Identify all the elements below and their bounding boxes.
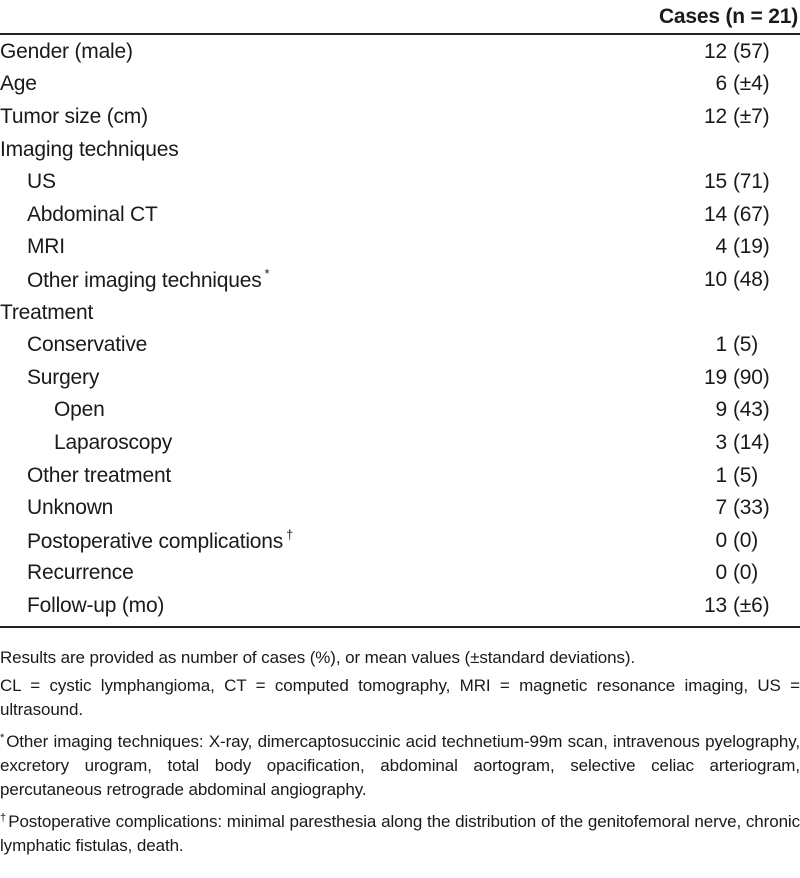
row-label-text: Imaging techniques: [0, 137, 179, 161]
row-value: [540, 133, 800, 166]
row-value-count: 14: [704, 202, 727, 226]
row-label-text: Other treatment: [27, 463, 172, 487]
row-label-text: Tumor size (cm): [0, 104, 148, 128]
row-value-count: 10: [704, 267, 727, 291]
header-row: [0, 0, 800, 34]
row-label: [0, 198, 540, 231]
table-row: [0, 459, 800, 492]
row-value: [540, 198, 800, 231]
row-value-count: 6: [715, 72, 727, 96]
row-label: [0, 459, 540, 492]
row-value: [540, 394, 800, 427]
row-value-count: 1: [715, 333, 727, 357]
row-value: [540, 491, 800, 524]
row-value-count: 3: [715, 430, 727, 454]
row-value-count: 4: [715, 235, 727, 259]
row-value-detail: (5): [733, 463, 759, 487]
footnote-star-text: Other imaging techniques: X-ray, dimercaptosuccinic acid technetium-99m scan, intravenous pyelography, excretory urogram, total body opacification, abdominal aortogram, selective celiac arteriogram, percutaneous retrograde abdominal angiography.: [0, 732, 800, 799]
row-value: [540, 296, 800, 329]
row-value-count: 0: [715, 528, 727, 552]
header-cases-cell: Cases (n = 21): [658, 4, 798, 28]
table-row: [0, 133, 800, 166]
row-value-count: 7: [715, 496, 727, 520]
row-label-text: Other imaging techniques: [27, 269, 262, 293]
results-note: Results are provided as number of cases (%), or mean values (±standard deviations).: [0, 648, 636, 667]
footnote-mark: *: [264, 266, 270, 282]
row-value: [540, 263, 800, 296]
row-value: [540, 68, 800, 101]
row-label-text: Follow-up (mo): [27, 593, 165, 617]
row-label: [0, 426, 540, 459]
footnote-dagger: [0, 806, 800, 858]
row-value-detail: (57): [733, 39, 770, 63]
header-label-cell: [0, 0, 540, 34]
row-value-detail: (90): [733, 365, 770, 389]
footnote-dagger-mark: †: [0, 812, 7, 824]
row-value: [540, 361, 800, 394]
footnote-mark: †: [286, 527, 294, 543]
row-label-text: US: [27, 170, 56, 194]
row-value-count: 13: [704, 593, 727, 617]
row-label-text: Age: [0, 72, 37, 96]
row-label: [0, 100, 540, 133]
row-label: [0, 231, 540, 264]
table-body: [0, 34, 800, 627]
row-label: [0, 296, 540, 329]
row-label: [0, 589, 540, 627]
footnote-star: [0, 726, 800, 802]
row-label-text: Conservative: [27, 333, 148, 357]
row-label: [0, 524, 540, 557]
table-row: [0, 68, 800, 101]
row-label-text: Surgery: [27, 365, 100, 389]
row-label: [0, 34, 540, 68]
table-row: [0, 557, 800, 590]
row-label-text: Abdominal CT: [27, 202, 158, 226]
table-row: [0, 296, 800, 329]
row-label: [0, 361, 540, 394]
row-value-detail: (±4): [733, 72, 770, 96]
row-label: [0, 68, 540, 101]
table-row: [0, 491, 800, 524]
row-value-detail: (33): [733, 496, 770, 520]
row-value-count: 0: [715, 561, 727, 585]
row-label: [0, 491, 540, 524]
row-label: [0, 263, 540, 296]
row-label: [0, 165, 540, 198]
table-row: [0, 589, 800, 627]
footnote-dagger-text: Postoperative complications: minimal paresthesia along the distribution of the genitofemoral nerve, chronic lymphatic fistulas, death.: [0, 812, 800, 855]
row-label: [0, 557, 540, 590]
table-row: [0, 394, 800, 427]
row-label: [0, 394, 540, 427]
row-value: [540, 100, 800, 133]
row-value-detail: (5): [733, 333, 759, 357]
row-value-detail: (0): [733, 528, 759, 552]
table-row: [0, 100, 800, 133]
row-value: [540, 34, 800, 68]
row-value-detail: (43): [733, 398, 770, 422]
row-value: [540, 328, 800, 361]
row-label-text: Treatment: [0, 300, 94, 324]
row-value-count: 9: [715, 398, 727, 422]
row-value-detail: (±6): [733, 593, 770, 617]
row-label: [0, 133, 540, 166]
footnote-star-mark: *: [0, 732, 5, 744]
row-label: [0, 328, 540, 361]
table-row: [0, 524, 800, 557]
table-row: [0, 426, 800, 459]
row-value-detail: (±7): [733, 104, 770, 128]
table-row: [0, 263, 800, 296]
row-value-count: 19: [704, 365, 727, 389]
row-value-count: 15: [704, 170, 727, 194]
table-row: [0, 361, 800, 394]
row-label-text: Gender (male): [0, 39, 133, 63]
row-label-text: Recurrence: [27, 561, 134, 585]
row-value-detail: (19): [733, 235, 770, 259]
row-label-text: MRI: [27, 235, 65, 259]
table-row: [0, 34, 800, 68]
row-value-count: 12: [704, 39, 727, 63]
row-label-text: Unknown: [27, 496, 114, 520]
row-value: [540, 165, 800, 198]
row-value: [540, 524, 800, 557]
table-row: [0, 328, 800, 361]
row-value-detail: (0): [733, 561, 759, 585]
table-notes: [0, 646, 800, 862]
row-value-detail: (14): [733, 430, 770, 454]
row-value-detail: (71): [733, 170, 770, 194]
row-label-text: Postoperative complications: [27, 530, 284, 554]
row-value: [540, 426, 800, 459]
table-row: [0, 198, 800, 231]
table-header: [0, 0, 800, 34]
row-value-detail: (48): [733, 267, 770, 291]
row-value: [540, 459, 800, 492]
row-value: [540, 557, 800, 590]
row-value: [540, 231, 800, 264]
row-label-text: Laparoscopy: [54, 430, 173, 454]
table-row: [0, 165, 800, 198]
row-value-count: 12: [704, 104, 727, 128]
row-label-text: Open: [54, 398, 105, 422]
abbreviations-note: CL = cystic lymphangioma, CT = computed tomography, MRI = magnetic resonance imaging, US = ultrasound.: [0, 676, 800, 719]
row-value: [540, 589, 800, 627]
row-value-count: 1: [715, 463, 727, 487]
table-row: [0, 231, 800, 264]
row-value-detail: (67): [733, 202, 770, 226]
